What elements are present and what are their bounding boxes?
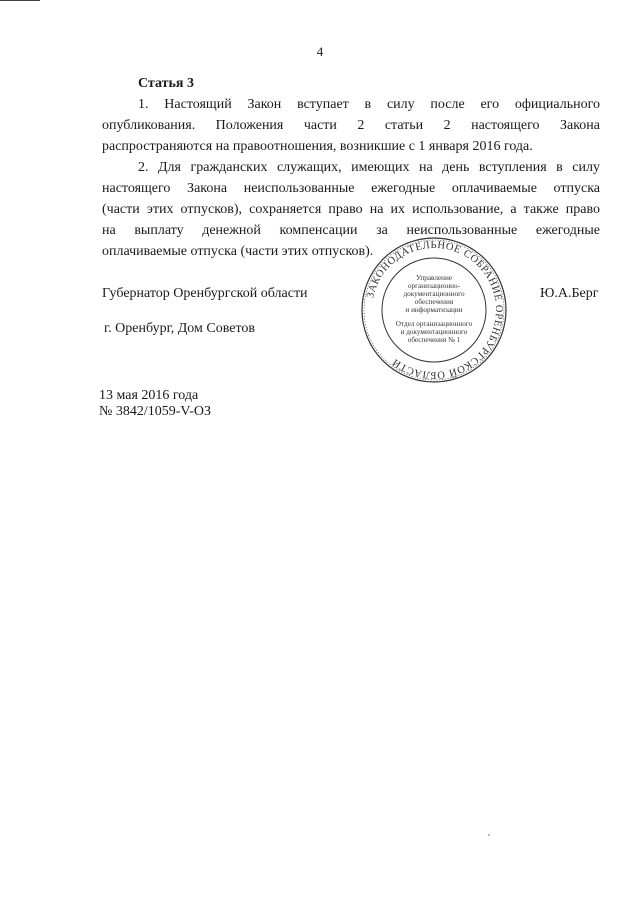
scan-dot [488,834,490,836]
paragraph-2 [102,157,600,262]
seal-graphic [360,236,508,384]
signer-name: Ю.А.Берг [540,286,599,301]
paragraph-line: оплачиваемые отпуска (части этих отпусков). [102,244,374,259]
official-seal-stamp [360,236,508,384]
seal-inner-line: обеспечения № 1 [407,336,461,344]
law-number: № 3842/1059-V-ОЗ [99,404,212,419]
seal-inner-line: организационно- [407,282,461,290]
paragraph-line: распространяются на правоотношения, возникшие с 1 января 2016 года. [102,139,533,154]
paragraph-line: на выплату денежной компенсации за неиспользованные ежегодные [102,223,600,238]
article-title: Статья 3 [138,76,194,91]
signing-date: 13 мая 2016 года [99,388,199,403]
paragraph-line: опубликования. Положения части 2 статьи 2 настоящего Закона [102,118,600,133]
signer-title: Губернатор Оренбургской области [102,286,308,301]
page-number: 4 [316,44,324,59]
seal-inner-line: Отдел организационного [395,320,473,328]
paragraph-line: 1. Настоящий Закон вступает в силу после его официального [138,97,600,112]
seal-inner-line: Управление [415,274,453,282]
paragraph-line: (части этих отпусков), сохраняется право на их использование, а также право [102,202,600,217]
seal-outer-text: ЗАКОНОДАТЕЛЬНОЕ СОБРАНИЕ ОРЕНБУРГСКОЙ ОБЛАСТИ [365,239,505,381]
paragraph-line: настоящего Закона неиспользованные ежегодные оплачиваемые отпуска [102,181,600,196]
seal-inner-line: документационного [403,290,465,298]
seal-inner-line: и информатизации [405,306,463,314]
signing-place: г. Оренбург, Дом Советов [104,321,255,336]
seal-inner-line: и документационного [400,328,468,336]
paragraph-line: 2. Для гражданских служащих, имеющих на день вступления в силу [138,160,600,175]
seal-inner-line: обеспечения [414,298,454,306]
paragraph-1 [102,94,600,157]
corner-mark [0,0,40,1]
